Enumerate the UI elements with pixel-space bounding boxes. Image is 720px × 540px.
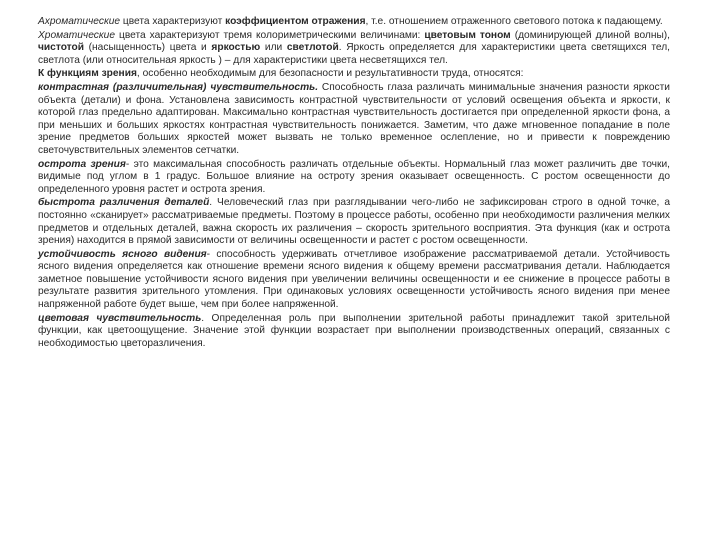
- text-run: . Человеческий глаз при разглядывании чего-либо не зафиксирован строго в одной точке, а постоянно «сканирует» рассматриваемые предметы. Поэтому в процессе работы, особенно при необходимости различения мелких предметов и отдельных деталей, важна скорость их различения – скорость зрительного восприятия. Эта функция (как и острота зрения) находится в прямой зависимости от величины освещенности и растет с ростом освещенности.: [38, 197, 670, 247]
- text-run: . Определенная роль при выполнении зрительной работы принадлежит такой зрительной функции, как цветоощущение. Значение этой функции возрастает при выполнении производственных операций, связанных с необходимостью цветоразличения.: [38, 312, 670, 349]
- text-run: контрастная (различительная) чувствительность.: [38, 81, 319, 93]
- text-run: - способность удерживать отчетливое изображение рассматриваемой детали. Устойчивость ясного видения определяется как отношение времени ясного видения к общему времени рассматривания детали. Наблюдается заметное повышение устойчивости ясного видения при увеличении величины освещенности и ее снижение в процессе работы в результате развития зрительного утомления. При одинаковых условиях освещенности устойчивость ясного видения при менее напряженной работе будет выше, чем при более напряженной.: [38, 248, 670, 311]
- paragraph-2: [38, 30, 670, 68]
- text-run: Хроматические: [38, 29, 115, 41]
- paragraph-3: [38, 68, 670, 81]
- text-run: острота зрения: [38, 158, 126, 170]
- paragraph-6: [38, 197, 670, 247]
- text-run: цветовым тоном: [424, 29, 511, 41]
- paragraph-1: [38, 16, 670, 29]
- text-run: цвета характеризуют: [120, 16, 226, 27]
- text-run: светлотой: [286, 42, 339, 54]
- text-run: Способность глаза различать минимальные значения разности яркости объекта (детали) и фона. Установлена зависимость контрастной чувствительности от условий освещения объекта и яркости, к которой глаз предельно адаптирован. Максимально контрастная чувствительность достигается при определенной яркости фона, а при меньших и больших яркостях контрастная чувствительность понижается. Заметим, что даже мгновенное попадание в поле зрение предметов больших яркостей может вызвать не только временное ослепление, но и привести к повреждению светочувствительных элементов сетчатки.: [38, 81, 670, 156]
- text-run: чистотой: [38, 42, 85, 54]
- paragraph-8: [38, 313, 670, 351]
- text-run: яркостью: [211, 42, 261, 54]
- text-run: коэффициентом отражения: [225, 16, 366, 27]
- paragraph-7: [38, 249, 670, 312]
- text-run: или: [260, 42, 287, 54]
- text-run: цвета характеризуют тремя колориметрическими величинами:: [115, 29, 425, 41]
- text-run: (насыщенность) цвета и: [84, 42, 212, 54]
- text-run: (доминирующей длиной волны),: [510, 29, 671, 41]
- text-run: - это максимальная способность различать отдельные объекты. Нормальный глаз может различить две точки, видимые под углом в 1 градус. Большое влияние на остроту зрения оказывает освещенность. С ростом освещенности до определенного уровня растет и острота зрения.: [38, 158, 670, 195]
- text-run: К функциям зрения: [38, 68, 137, 80]
- text-run: устойчивость ясного видения: [38, 248, 207, 260]
- text-run: быстрота различения деталей: [38, 197, 210, 209]
- text-run: , т.е. отношением отраженного светового потока к падающему.: [365, 16, 663, 27]
- paragraph-5: [38, 159, 670, 197]
- document-page: [38, 16, 670, 351]
- text-run: цветовая чувствительность: [38, 312, 202, 324]
- text-run: Ахроматические: [38, 16, 121, 27]
- text-run: . Яркость определяется для характеристики цвета светящихся тел, светлота (или относительная яркость ) – для характеристики цвета несветящихся тел.: [38, 42, 670, 66]
- text-run: , особенно необходимым для безопасности и результативности труда, относятся:: [136, 68, 524, 80]
- paragraph-4: [38, 82, 670, 158]
